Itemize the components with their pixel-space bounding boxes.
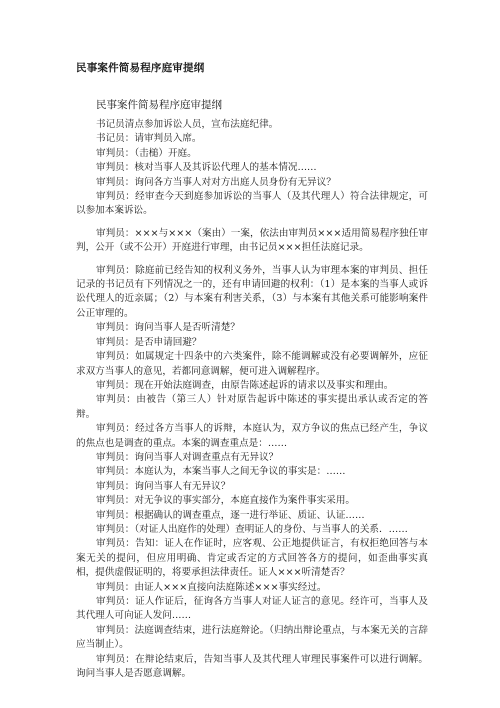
paragraph: 审判员：由证人×××直接向法庭陈述×××事实经过。 (96, 581, 327, 593)
paragraph: 审判员：根据确认的调查重点，逐一进行举证、质证、认证…… (96, 509, 365, 521)
paragraph: 审判员：在辩论结束后，告知当事人及其代理人审理民事案件可以进行调解。询问当事人是否愿意调解。 (76, 653, 428, 680)
paragraph: 审判员：（对证人出庭作的处理）查明证人的身份、与当事人的关系．…… (96, 523, 408, 535)
paragraph: 审判员：是否申请回避？ (96, 336, 202, 348)
paragraph: 审判员：如属规定十四条中的六类案件，除不能调解或没有必要调解外，应征求双方当事人的意见，若都同意调解，便可进入调解程序。 (76, 351, 428, 377)
paragraph: 审判员：对无争议的事实部分，本庭直接作为案件事实采用。 (96, 495, 356, 507)
paragraph: 书记员：请审判员入席。 (96, 133, 202, 145)
paragraph: 审判员：现在开始法庭调查，由原告陈述起诉的请求以及事实和理由。 (96, 379, 394, 391)
paragraph: 审判员：询问当事人是否听清楚？ (96, 322, 240, 334)
paragraph: 审判员：本庭认为，本案当事人之间无争议的事实是：…… (96, 466, 346, 478)
document-title: 民事案件简易程序庭审提纲 (76, 62, 205, 74)
document-subtitle: 民事案件简易程序庭审提纲 (96, 99, 222, 111)
paragraph: 审判员：经过各方当事人的诉辩，本庭认为，双方争议的焦点已经产生，争议的焦点也是调查的重点。本案的调查重点是：…… (76, 423, 428, 449)
paragraph: 审判员：询问当事人有无异议？ (96, 480, 231, 492)
paragraph: 审判员：经审查今天到庭参加诉讼的当事人（及其代理人）符合法律规定，可以参加本案诉讼。 (76, 191, 428, 217)
paragraph: 书记员清点参加诉讼人员，宣布法庭纪律。 (96, 119, 279, 130)
paragraph: 审判员：证人作证后，征询各方当事人对证人证言的意见。经许可，当事人及其代理人可向证人发问…… (76, 596, 428, 622)
paragraph: 审判员：由被告（第三人）针对原告起诉中陈述的事实提出承认或否定的答辩。 (76, 394, 428, 420)
paragraph: 审判员：法庭调查结束，进行法庭辩论。（归纳出辩论重点，与本案无关的言辞应当制止）。 (76, 624, 428, 651)
document-body (76, 118, 428, 681)
paragraph: 审判员：×××与×××（案由）一案，依法由审判员×××适用简易程序独任审判，公开（或不公开）开庭进行审理，由书记员×××担任法庭记录。 (76, 227, 428, 254)
paragraph: 审判员：核对当事人及其诉讼代理人的基本情况…… (96, 162, 317, 174)
paragraph: 审判员：告知：证人在作证时，应客观、公正地提供证言，有权拒绝回答与本案无关的提问，但应用明确、肯定或否定的方式回答各方的提问，如歪曲事实真相，提供虚假证明的，将要承担法律责任。证人×××听清楚否？ (76, 538, 428, 579)
paragraph: 审判员：询问当事人对调查重点有无异议？ (96, 451, 279, 463)
paragraph: 审判员：（击槌）开庭。 (96, 147, 197, 159)
paragraph: 审判员：询问各方当事人对对方出庭人员身份有无异议？ (96, 176, 336, 188)
paragraph: 审判员：除庭前已经告知的权利义务外，当事人认为审理本案的审判员、担任记录的书记员有下列情况之一的，还有申请回避的权利：（1）是本案的当事人或诉讼代理人的近亲属；（2）与本案有利害关系，（3）与本案有其他关系可能影响案件公正审理的。 (76, 264, 428, 319)
